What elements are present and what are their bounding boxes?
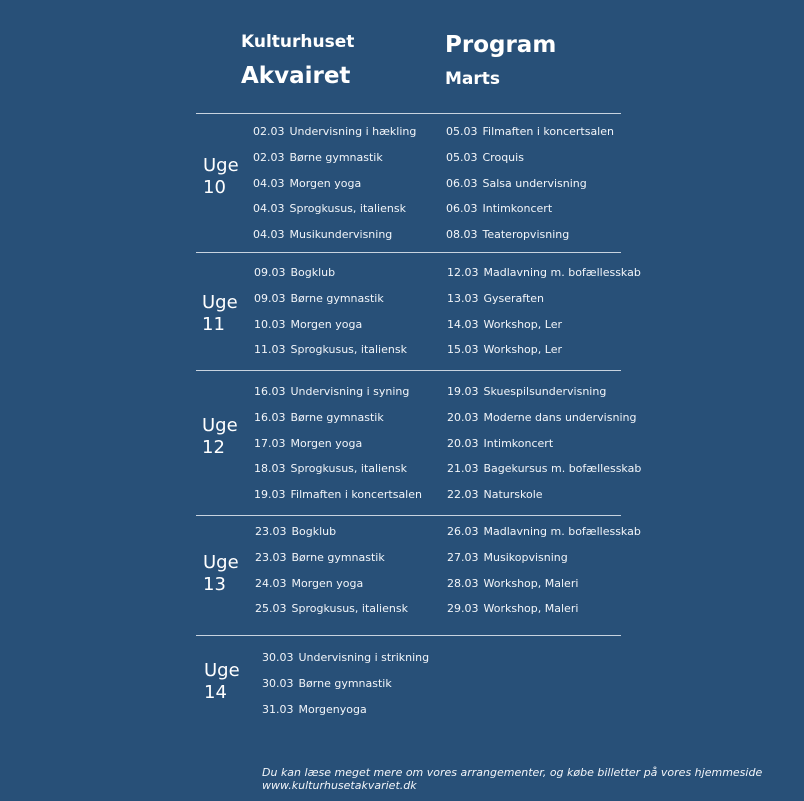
event-date: 30.03 bbox=[262, 676, 294, 690]
event-title: Sprogkusus, italiensk bbox=[290, 462, 407, 476]
event-title: Workshop, Ler bbox=[483, 343, 562, 357]
week-label-word: Uge bbox=[203, 155, 239, 176]
event-title: Intimkoncert bbox=[482, 202, 553, 216]
event-date: 02.03 bbox=[253, 125, 285, 138]
event-item bbox=[254, 411, 384, 424]
event-date: 11.03 bbox=[254, 343, 286, 357]
event-date: 20.03 bbox=[447, 410, 479, 424]
event-date: 02.03 bbox=[253, 150, 285, 164]
event-title: Undervisning i strikning bbox=[298, 651, 430, 664]
event-item bbox=[447, 437, 553, 450]
event-date: 20.03 bbox=[447, 436, 479, 450]
event-title: Børne gymnastik bbox=[289, 150, 383, 164]
event-date: 25.03 bbox=[255, 602, 287, 616]
event-title: Madlavning m. bofællesskab bbox=[483, 266, 641, 279]
event-item bbox=[254, 292, 384, 305]
week-label bbox=[203, 155, 239, 199]
week-label-word: Uge bbox=[204, 660, 240, 681]
event-title: Croquis bbox=[482, 150, 524, 164]
event-item bbox=[447, 411, 636, 424]
event-title: Morgenyoga bbox=[298, 702, 367, 716]
event-item bbox=[262, 651, 429, 664]
week-label-word: Uge bbox=[202, 292, 238, 313]
event-date: 19.03 bbox=[447, 385, 479, 398]
event-date: 17.03 bbox=[254, 436, 286, 450]
event-date: 23.03 bbox=[255, 550, 287, 564]
event-title: Undervisning i hækling bbox=[289, 125, 417, 138]
event-title: Morgen yoga bbox=[290, 436, 363, 450]
event-date: 16.03 bbox=[254, 385, 286, 398]
event-item bbox=[254, 437, 362, 450]
week-label bbox=[202, 415, 238, 459]
event-title: Morgen yoga bbox=[291, 576, 364, 590]
event-date: 09.03 bbox=[254, 266, 286, 279]
event-date: 29.03 bbox=[447, 602, 479, 616]
event-date: 15.03 bbox=[447, 343, 479, 357]
footer-url: www.kulturhusetakvariet.dk bbox=[262, 779, 417, 792]
event-date: 05.03 bbox=[446, 150, 478, 164]
event-title: Sprogkusus, italiensk bbox=[289, 202, 406, 216]
event-item bbox=[254, 318, 362, 331]
event-item bbox=[447, 292, 544, 305]
event-item bbox=[254, 266, 335, 279]
event-item bbox=[255, 525, 336, 538]
section-divider bbox=[196, 113, 621, 114]
event-item bbox=[253, 177, 361, 190]
event-item bbox=[446, 151, 524, 164]
event-date: 24.03 bbox=[255, 576, 287, 590]
event-item bbox=[446, 202, 552, 215]
event-item bbox=[253, 151, 383, 164]
event-item bbox=[446, 177, 587, 190]
week-number: 14 bbox=[204, 682, 227, 703]
event-title: Salsa undervisning bbox=[482, 176, 587, 190]
event-title: Moderne dans undervisning bbox=[483, 410, 637, 424]
event-date: 30.03 bbox=[262, 651, 294, 664]
event-title: Musikopvisning bbox=[483, 550, 568, 564]
event-date: 04.03 bbox=[253, 228, 285, 242]
event-item bbox=[447, 602, 578, 615]
event-item bbox=[447, 577, 578, 590]
event-date: 23.03 bbox=[255, 525, 287, 538]
event-item bbox=[447, 525, 641, 538]
event-date: 16.03 bbox=[254, 410, 286, 424]
org-name-line1: Kulturhuset bbox=[241, 32, 355, 52]
event-title: Børne gymnastik bbox=[298, 676, 392, 690]
section-divider bbox=[196, 370, 621, 371]
event-date: 18.03 bbox=[254, 462, 286, 476]
event-item bbox=[447, 462, 641, 475]
event-date: 06.03 bbox=[446, 176, 478, 190]
event-item bbox=[255, 551, 385, 564]
event-date: 04.03 bbox=[253, 176, 285, 190]
event-title: Teateropvisning bbox=[482, 228, 570, 242]
event-date: 28.03 bbox=[447, 576, 479, 590]
event-item bbox=[254, 343, 407, 356]
event-item bbox=[255, 602, 408, 615]
org-name-line2: Akvairet bbox=[241, 63, 351, 89]
event-title: Gyseraften bbox=[483, 291, 545, 305]
event-date: 19.03 bbox=[254, 488, 286, 502]
event-title: Workshop, Maleri bbox=[483, 602, 579, 616]
event-title: Madlavning m. bofællesskab bbox=[483, 525, 641, 538]
event-date: 12.03 bbox=[447, 266, 479, 279]
week-number: 13 bbox=[203, 574, 226, 595]
event-title: Bogklub bbox=[291, 525, 337, 538]
week-label-word: Uge bbox=[202, 415, 238, 436]
event-item bbox=[253, 228, 392, 241]
program-title: Program bbox=[445, 32, 557, 58]
event-date: 10.03 bbox=[254, 317, 286, 331]
event-item bbox=[262, 703, 367, 716]
event-item bbox=[446, 228, 569, 241]
event-date: 14.03 bbox=[447, 317, 479, 331]
event-title: Undervisning i syning bbox=[290, 385, 410, 398]
event-item bbox=[447, 385, 606, 398]
week-number: 12 bbox=[202, 437, 225, 458]
event-title: Sprogkusus, italiensk bbox=[290, 343, 407, 357]
event-item bbox=[447, 343, 562, 356]
event-item bbox=[446, 125, 614, 138]
event-date: 13.03 bbox=[447, 291, 479, 305]
event-title: Børne gymnastik bbox=[291, 550, 385, 564]
event-item bbox=[254, 385, 409, 398]
event-title: Bogklub bbox=[290, 266, 336, 279]
event-date: 09.03 bbox=[254, 291, 286, 305]
event-title: Workshop, Maleri bbox=[483, 576, 579, 590]
event-title: Naturskole bbox=[483, 488, 543, 502]
week-label-word: Uge bbox=[203, 552, 239, 573]
event-title: Børne gymnastik bbox=[290, 291, 384, 305]
section-divider bbox=[196, 252, 621, 253]
section-divider bbox=[196, 515, 621, 516]
week-label bbox=[204, 660, 240, 704]
event-title: Intimkoncert bbox=[483, 436, 554, 450]
event-title: Sprogkusus, italiensk bbox=[291, 602, 408, 616]
event-date: 22.03 bbox=[447, 488, 479, 502]
section-divider bbox=[196, 635, 621, 636]
event-title: Bagekursus m. bofællesskab bbox=[483, 462, 642, 476]
event-date: 21.03 bbox=[447, 462, 479, 476]
program-month: Marts bbox=[445, 69, 501, 89]
event-item bbox=[254, 488, 422, 501]
event-title: Morgen yoga bbox=[289, 176, 362, 190]
event-date: 08.03 bbox=[446, 228, 478, 242]
event-title: Børne gymnastik bbox=[290, 410, 384, 424]
event-title: Filmaften i koncertsalen bbox=[290, 488, 422, 502]
event-item bbox=[253, 125, 416, 138]
event-title: Morgen yoga bbox=[290, 317, 363, 331]
event-title: Workshop, Ler bbox=[483, 317, 562, 331]
event-title: Filmaften i koncertsalen bbox=[482, 125, 614, 138]
event-item bbox=[447, 488, 543, 501]
event-item bbox=[447, 551, 568, 564]
event-item bbox=[254, 462, 407, 475]
week-number: 10 bbox=[203, 177, 226, 198]
event-date: 05.03 bbox=[446, 125, 478, 138]
week-label bbox=[203, 552, 239, 596]
footer-text: Du kan læse meget mere om vores arrangementer, og købe billetter på vores hjemmeside bbox=[262, 766, 763, 779]
event-item bbox=[262, 677, 392, 690]
event-item bbox=[255, 577, 363, 590]
event-item bbox=[447, 266, 641, 279]
event-title: Musikundervisning bbox=[289, 228, 393, 242]
event-item bbox=[253, 202, 406, 215]
event-date: 31.03 bbox=[262, 702, 294, 716]
week-number: 11 bbox=[202, 314, 225, 335]
event-date: 06.03 bbox=[446, 202, 478, 216]
event-date: 27.03 bbox=[447, 550, 479, 564]
event-date: 04.03 bbox=[253, 202, 285, 216]
week-label bbox=[202, 292, 238, 336]
event-date: 26.03 bbox=[447, 525, 479, 538]
event-item bbox=[447, 318, 562, 331]
event-title: Skuespilsundervisning bbox=[483, 385, 607, 398]
